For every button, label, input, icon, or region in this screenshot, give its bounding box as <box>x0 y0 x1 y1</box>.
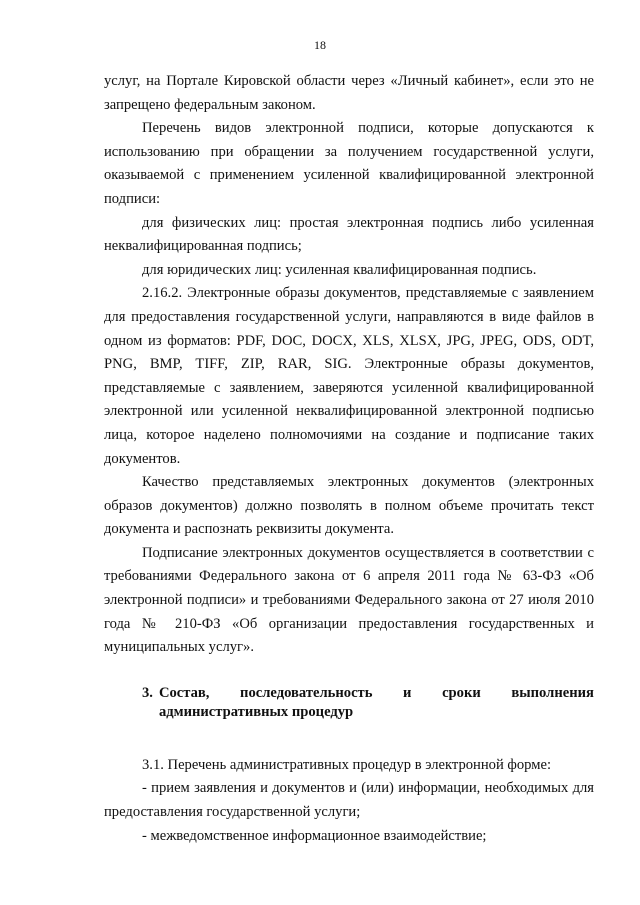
paragraph: Перечень видов электронной подписи, которые допускаются к использованию при обращении за получением государственной услуги, оказываемой с применением усиленной квалифицированной электронной подписи: <box>104 120 594 207</box>
section-title-word: выполнения <box>511 684 594 701</box>
paragraph: Подписание электронных документов осуществляется в соответствии с требованиями Федерального закона от 6 апреля 2011 года № 63-ФЗ «Об электронной подписи» и требованиями Федерального закона от 27 июля 2010 года № 210-ФЗ «Об организации предоставления государственных и муниципальных услуг». <box>104 544 594 656</box>
section-title-word: сроки <box>442 684 481 701</box>
section-title-word: и <box>403 684 412 701</box>
document-body <box>104 70 594 848</box>
paragraph: услуг, на Портале Кировской области через «Личный кабинет», если это не запрещено федеральным законом. <box>104 73 594 113</box>
page-number: 18 <box>314 38 326 52</box>
section-title-word: Состав, <box>158 684 210 701</box>
paragraph: для юридических лиц: усиленная квалифицированная подпись. <box>142 261 537 278</box>
paragraph: 3.1. Перечень административных процедур в электронной форме: <box>142 756 552 773</box>
section-heading <box>104 684 594 722</box>
section-title-line2: административных процедур <box>158 703 354 720</box>
section-number: 3. <box>142 684 153 701</box>
section-title-word: последовательность <box>240 684 373 701</box>
section-title-line1 <box>159 684 594 703</box>
section-title <box>159 684 594 722</box>
paragraph: Качество представляемых электронных документов (электронных образов документов) должно позволять в полном объеме прочитать текст документа и распознать реквизиты документа. <box>104 474 594 538</box>
paragraph: 2.16.2. Электронные образы документов, представляемые с заявлением для предоставления государственной услуги, направляются в виде файлов в одном из форматов: PDF, DOC, DOCX, XLS, XLSX, JPG, JPEG, ODS, ODT, PNG, BMP, TIFF, ZIP, RAR, SIG. Электронные образы документов, представляемые с заявлением, заверяются усиленной квалифицированной электронной или усиленной неквалифицированной электронной подписью лица, которое наделено полномочиями на создание и подписание таких документов. <box>104 285 594 467</box>
paragraph: для физических лиц: простая электронная подпись либо усиленная неквалифицированная подпись; <box>104 214 594 255</box>
list-item: - межведомственное информационное взаимодействие; <box>142 827 487 844</box>
list-item: - прием заявления и документов и (или) информации, необходимых для предоставления государственной услуги; <box>104 780 594 821</box>
